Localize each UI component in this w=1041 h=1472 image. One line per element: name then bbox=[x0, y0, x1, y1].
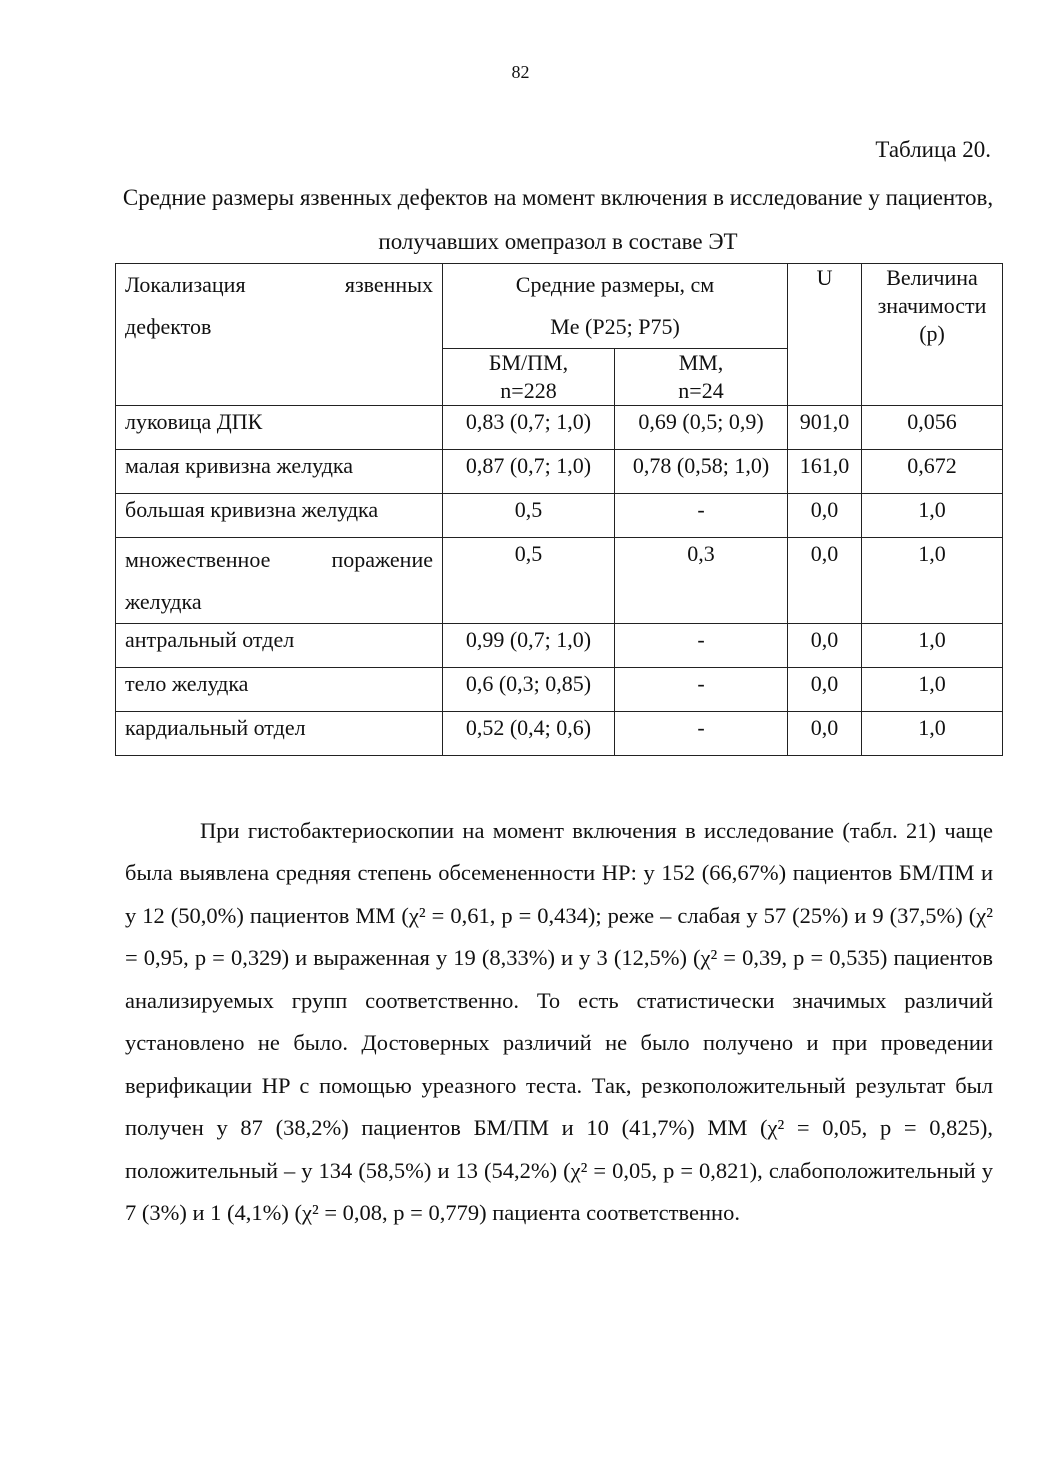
cell-bm-pm: 0,83 (0,7; 1,0) bbox=[443, 406, 615, 450]
cell-p: 1,0 bbox=[862, 668, 1003, 712]
cell-localization: большая кривизна желудка bbox=[116, 494, 443, 538]
cell-mm: 0,78 (0,58; 1,0) bbox=[615, 450, 788, 494]
header-group-mm-line2: n=24 bbox=[678, 378, 724, 403]
header-significance-line1: Величина bbox=[886, 265, 978, 290]
cell-u: 0,0 bbox=[788, 538, 862, 624]
cell-p: 0,056 bbox=[862, 406, 1003, 450]
header-group-mm-line1: ММ, bbox=[678, 350, 724, 375]
cell-mm: 0,3 bbox=[615, 538, 788, 624]
header-group-bm-pm-line1: БМ/ПМ, bbox=[488, 350, 569, 375]
cell-p: 1,0 bbox=[862, 538, 1003, 624]
table-row bbox=[116, 538, 1003, 624]
header-u: U bbox=[788, 264, 862, 406]
cell-localization: малая кривизна желудка bbox=[116, 450, 443, 494]
header-sizes-line1: Средние размеры, см bbox=[515, 272, 715, 297]
header-group-mm bbox=[615, 349, 788, 406]
cell-p: 1,0 bbox=[862, 712, 1003, 756]
cell-localization: антральный отдел bbox=[116, 624, 443, 668]
table-row bbox=[116, 668, 1003, 712]
cell-u: 161,0 bbox=[788, 450, 862, 494]
cell-u: 0,0 bbox=[788, 668, 862, 712]
table-label: Таблица 20. bbox=[875, 137, 991, 162]
cell-localization-line1: множественное поражение bbox=[125, 547, 433, 572]
table-header-row bbox=[116, 264, 1003, 349]
cell-bm-pm: 0,5 bbox=[443, 538, 615, 624]
header-significance-line3: (p) bbox=[919, 321, 945, 346]
cell-p: 1,0 bbox=[862, 494, 1003, 538]
cell-u: 0,0 bbox=[788, 712, 862, 756]
cell-u: 0,0 bbox=[788, 494, 862, 538]
cell-mm: - bbox=[615, 668, 788, 712]
header-sizes bbox=[443, 264, 788, 349]
cell-p: 1,0 bbox=[862, 624, 1003, 668]
cell-bm-pm: 0,52 (0,4; 0,6) bbox=[443, 712, 615, 756]
header-significance bbox=[862, 264, 1003, 406]
cell-localization-line2: желудка bbox=[125, 589, 202, 614]
cell-localization: тело желудка bbox=[116, 668, 443, 712]
cell-u: 901,0 bbox=[788, 406, 862, 450]
page-number: 82 bbox=[511, 62, 530, 82]
cell-bm-pm: 0,99 (0,7; 1,0) bbox=[443, 624, 615, 668]
cell-mm: 0,69 (0,5; 0,9) bbox=[615, 406, 788, 450]
cell-localization: луковица ДПК bbox=[116, 406, 443, 450]
cell-u: 0,0 bbox=[788, 624, 862, 668]
header-localization bbox=[116, 264, 443, 406]
table-row bbox=[116, 494, 1003, 538]
cell-localization bbox=[116, 538, 443, 624]
cell-p: 0,672 bbox=[862, 450, 1003, 494]
header-sizes-line2: Me (P25; P75) bbox=[550, 314, 680, 339]
cell-bm-pm: 0,87 (0,7; 1,0) bbox=[443, 450, 615, 494]
sizes-table bbox=[115, 263, 1003, 756]
body-paragraph: При гистобактериоскопии на момент включения в исследование (табл. 21) чаще была выявлена средняя степень обсемененности HP: у 152 (66,67%) пациентов БМ/ПМ и у 12 (50,0%) пациентов ММ (χ² = 0,61, p = 0,434); реже – слабая у 57 (25%) и 9 (37,5%) (χ² = 0,95, p = 0,329) и выраженная у 19 (8,33%) и у 3 (12,5%) (χ² = 0,39, p = 0,535) пациентов анализируемых групп соответственно. То есть статистически значимых различий установлено не было. Достоверных различий не было получено и при проведении верификации HP с помощью уреазного теста. Так, резкоположительный результат был получен у 87 (38,2%) пациентов БМ/ПМ и 10 (41,7%) ММ (χ² = 0,05, p = 0,825), положительный – у 134 (58,5%) и 13 (54,2%) (χ² = 0,05, p = 0,821), слабоположительный у 7 (3%) и 1 (4,1%) (χ² = 0,08, p = 0,779) пациента соответственно. bbox=[125, 817, 993, 1225]
table-caption: Средние размеры язвенных дефектов на момент включения в исследование у пациентов, получавших омепразол в составе ЭТ bbox=[122, 185, 994, 254]
cell-mm: - bbox=[615, 494, 788, 538]
cell-mm: - bbox=[615, 712, 788, 756]
header-localization-line2: дефектов bbox=[125, 314, 212, 339]
table-row bbox=[116, 712, 1003, 756]
header-localization-line1: Локализация язвенных bbox=[125, 272, 433, 297]
cell-bm-pm: 0,6 (0,3; 0,85) bbox=[443, 668, 615, 712]
header-group-bm-pm bbox=[443, 349, 615, 406]
cell-mm: - bbox=[615, 624, 788, 668]
header-group-bm-pm-line2: n=228 bbox=[500, 378, 557, 403]
cell-localization: кардиальный отдел bbox=[116, 712, 443, 756]
header-significance-line2: значимости bbox=[877, 293, 987, 318]
table-row bbox=[116, 450, 1003, 494]
table-row bbox=[116, 624, 1003, 668]
cell-bm-pm: 0,5 bbox=[443, 494, 615, 538]
table-row bbox=[116, 406, 1003, 450]
